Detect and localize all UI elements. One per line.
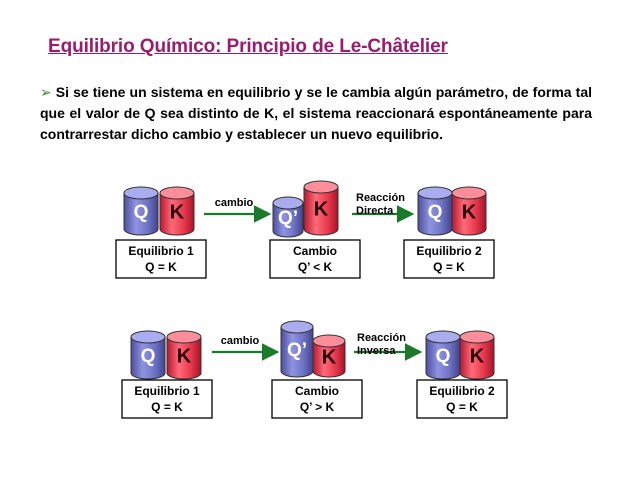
row2-mid-q-cylinder-top <box>281 321 313 333</box>
diagram-row-2 <box>122 321 507 418</box>
row2-mid-state <box>272 321 362 418</box>
row2-mid-state-box-line1: Cambio <box>294 384 340 398</box>
row1-mid-q-cylinder <box>273 197 303 237</box>
row1-right-k-cylinder-top <box>452 187 486 199</box>
row2-left-k-cylinder <box>167 331 201 379</box>
row1-left-k-cylinder-top <box>160 187 194 199</box>
row1-right-q-cylinder-top <box>418 187 452 199</box>
row2-left-state-box-line1: Equilibrio 1 <box>134 384 200 398</box>
row1-mid-state-box-line2: Q’ < K <box>297 260 333 274</box>
row2-right-q-cylinder-label: Q <box>435 346 451 368</box>
row1-left-k-cylinder <box>160 187 194 235</box>
row2-right-state <box>417 331 507 418</box>
row2-left-k-cylinder-top <box>167 331 201 343</box>
row2-left-state-box <box>122 380 212 418</box>
row1-reaction-label-line2: Directa <box>356 205 394 217</box>
row1-right-k-cylinder-label: K <box>461 201 477 224</box>
row2-right-state-box <box>417 380 507 418</box>
row2-change-label: cambio <box>220 335 260 347</box>
row1-right-q-cylinder-label: Q <box>427 202 443 224</box>
row2-right-state-box-line1: Equilibrio 2 <box>429 384 495 398</box>
row1-right-state-box-line1: Equilibrio 2 <box>416 244 482 258</box>
row2-mid-state-box-line2: Q’ > K <box>299 400 335 414</box>
diagram-row-1 <box>116 181 494 278</box>
row2-reaction-label-line2: Inversa <box>357 345 396 357</box>
row2-mid-k-cylinder-top <box>313 335 345 347</box>
row2-left-state <box>122 331 212 418</box>
row1-left-state <box>116 187 206 278</box>
row1-right-q-cylinder <box>418 187 452 235</box>
row1-mid-k-cylinder <box>304 181 338 235</box>
row2-mid-k-cylinder <box>313 335 345 377</box>
row2-mid-k-cylinder-label: K <box>321 346 337 369</box>
row2-right-state-box-line2: Q = K <box>446 400 478 414</box>
row1-right-state <box>404 187 494 278</box>
row2-left-q-cylinder-label: Q <box>140 346 156 368</box>
row1-change-label: cambio <box>214 197 254 209</box>
row2-left-k-cylinder-label: K <box>176 345 192 368</box>
intro-text: Si se tiene un sistema en equilibrio y se le cambia algún parámetro, de forma tal que el valor de Q sea distinto de K, el sistema reaccionará espontáneamente para contrarrestar dicho cambio y establecer un nuevo equilibrio. <box>40 84 592 142</box>
row2-left-q-cylinder <box>131 331 165 379</box>
row2-mid-q-cylinder-label: Q’ <box>286 340 308 362</box>
row1-reaction-label-line1: Reacción <box>356 192 405 204</box>
diagram-rows <box>116 181 507 418</box>
row2-right-k-cylinder <box>460 331 494 379</box>
row1-mid-state <box>270 181 360 278</box>
row1-mid-q-cylinder-label: Q’ <box>277 208 299 230</box>
row1-right-k-cylinder <box>452 187 486 235</box>
row2-reaction-label-line1: Reacción <box>357 332 406 344</box>
row2-right-q-cylinder <box>426 331 460 379</box>
row2-right-k-cylinder-label: K <box>469 345 485 368</box>
row2-mid-state-box <box>272 380 362 418</box>
row2-right-k-cylinder-top <box>460 331 494 343</box>
row1-left-state-box-line1: Equilibrio 1 <box>128 244 194 258</box>
row1-mid-state-box <box>270 240 360 278</box>
page-title: Equilibrio Químico: Principio de Le-Châtelier <box>48 36 448 57</box>
row1-left-k-cylinder-label: K <box>169 201 185 224</box>
row2-right-q-cylinder-top <box>426 331 460 343</box>
row1-mid-k-cylinder-top <box>304 181 338 193</box>
row1-mid-state-box-line1: Cambio <box>292 244 338 258</box>
row2-left-q-cylinder-top <box>131 331 165 343</box>
row1-right-state-box <box>404 240 494 278</box>
row1-left-q-cylinder-label: Q <box>133 202 149 224</box>
arrowhead-bullet-icon: ➢ <box>40 84 52 100</box>
row2-left-state-box-line2: Q = K <box>151 400 183 414</box>
row1-left-state-box-line2: Q = K <box>145 260 177 274</box>
row2-mid-q-cylinder <box>281 321 313 377</box>
row1-left-q-cylinder <box>124 187 158 235</box>
row1-left-state-box <box>116 240 206 278</box>
row1-left-q-cylinder-top <box>124 187 158 199</box>
row1-mid-k-cylinder-label: K <box>313 198 329 221</box>
row1-mid-q-cylinder-top <box>273 197 303 209</box>
row1-right-state-box-line2: Q = K <box>433 260 465 274</box>
